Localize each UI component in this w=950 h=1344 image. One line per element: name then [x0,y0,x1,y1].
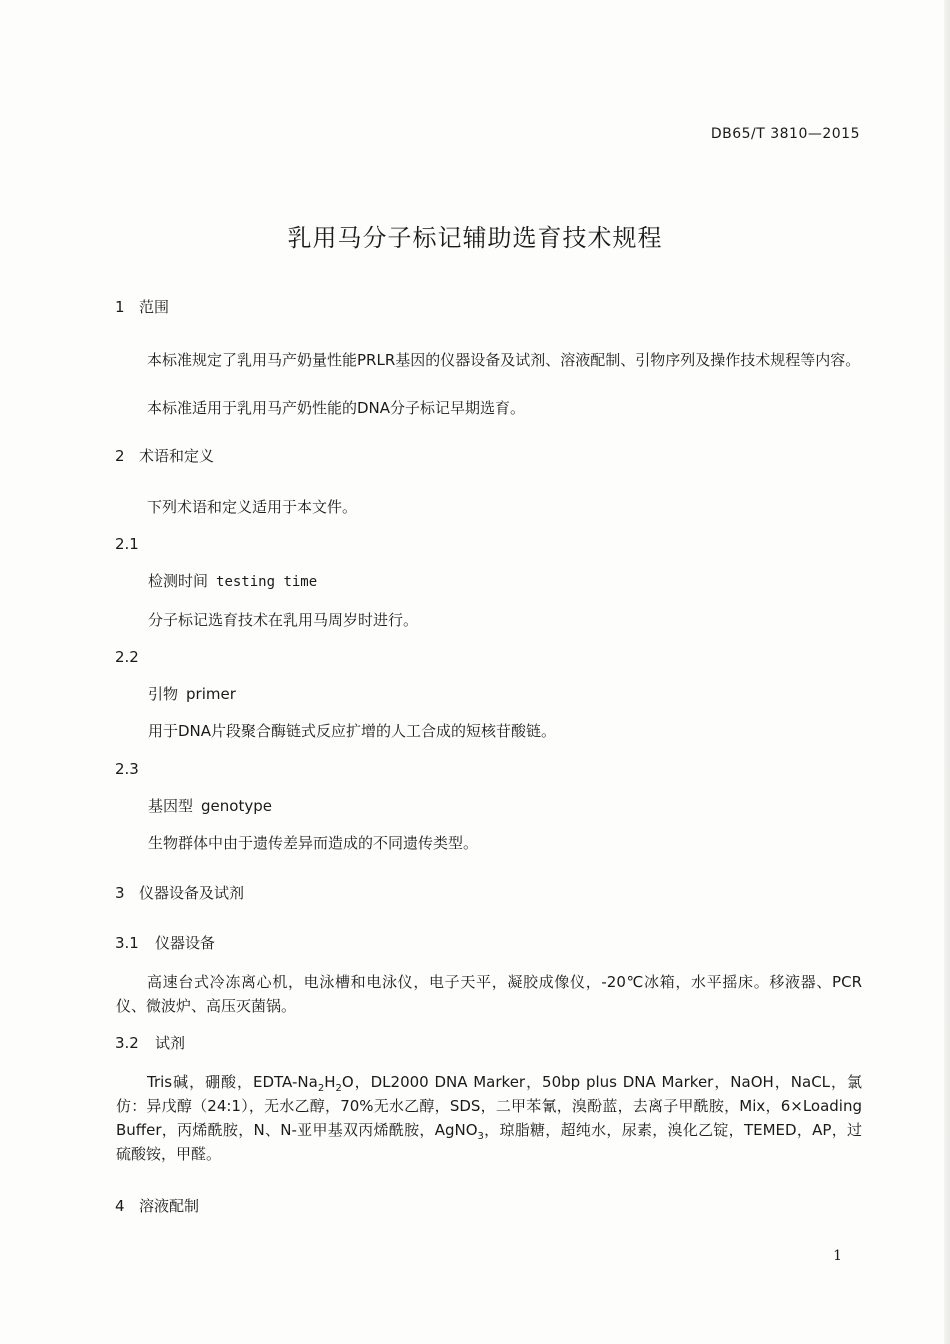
section-number: 3 [115,884,125,902]
scan-edge [944,0,950,1344]
reagents-text: H [324,1073,336,1091]
section-number: 2 [115,447,125,465]
section-3-heading [115,881,244,905]
subsection-3-2-heading [115,1031,185,1055]
term-zh: 检测时间 [148,572,209,590]
standard-number: DB65/T 3810—2015 [710,126,860,142]
subsection-number: 3.2 [115,1034,139,1052]
subscript: 3 [477,1131,484,1142]
section-title: 术语和定义 [139,447,215,465]
section-title: 溶液配制 [139,1197,200,1215]
term-en: genotype [201,797,272,815]
term-zh: 引物 [148,685,179,703]
term-definition: 用于DNA片段聚合酶链式反应扩增的人工合成的短核苷酸链。 [148,722,557,740]
term-definition: 生物群体中由于遗传差异而造成的不同遗传类型。 [148,834,479,852]
section-number: 4 [115,1197,125,1215]
section-2-heading [115,444,214,468]
reagents-paragraph [116,1070,862,1166]
scope-paragraph-1: 本标准规定了乳用马产奶量性能PRLR基因的仪器设备及试剂、溶液配制、引物序列及操作技术规程等内容。 [147,351,861,369]
term-entry [148,682,236,706]
subscript: 2 [317,1083,325,1094]
document-title: 乳用马分子标记辅助选育技术规程 [287,224,663,252]
reagents-text: Tris碱，硼酸，EDTA-Na [147,1073,318,1091]
term-definition: 分子标记选育技术在乳用马周岁时进行。 [148,611,419,629]
subsection-title: 试剂 [155,1034,186,1052]
clause-number: 2.3 [115,760,139,778]
section-title: 仪器设备及试剂 [139,884,245,902]
subsection-number: 3.1 [115,934,139,952]
term-zh: 基因型 [148,797,194,815]
equipment-paragraph: 高速台式冷冻离心机，电泳槽和电泳仪，电子天平，凝胶成像仪，-20℃冰箱，水平摇床。移液器、PCR仪、微波炉、高压灭菌锅。 [116,973,862,1015]
subsection-3-1-heading [115,931,215,955]
term-en: primer [186,685,236,703]
term-entry [148,569,317,594]
reagents-text: ，琼脂糖，超纯水，尿素，溴化乙锭，TEMED，AP，过硫酸铵，甲醛。 [116,1121,862,1163]
term-entry [148,794,272,818]
section-number: 1 [115,298,125,316]
subscript: 2 [335,1083,342,1094]
terms-intro: 下列术语和定义适用于本文件。 [147,498,358,516]
page-number: 1 [833,1248,842,1264]
section-title: 范围 [139,298,170,316]
section-4-heading [115,1194,199,1218]
clause-number: 2.1 [115,535,139,553]
term-en: testing time [216,574,318,590]
subsection-title: 仪器设备 [155,934,216,952]
scope-paragraph-2: 本标准适用于乳用马产奶性能的DNA分子标记早期选育。 [147,399,526,417]
section-1-heading [115,295,169,319]
reagents-text: O，DL2000 DNA Marker，50bp plus DNA Marker，NaOH，NaCL，氯仿：异戊醇（24:1），无水乙醇，70%无水乙醇，SDS，二甲苯氰，溴酚蓝，去离子甲酰胺，Mix，6×Loading Buffer，丙烯酰胺，N、N-亚甲基双丙烯酰胺，AgNO [116,1073,862,1139]
clause-number: 2.2 [115,648,139,666]
